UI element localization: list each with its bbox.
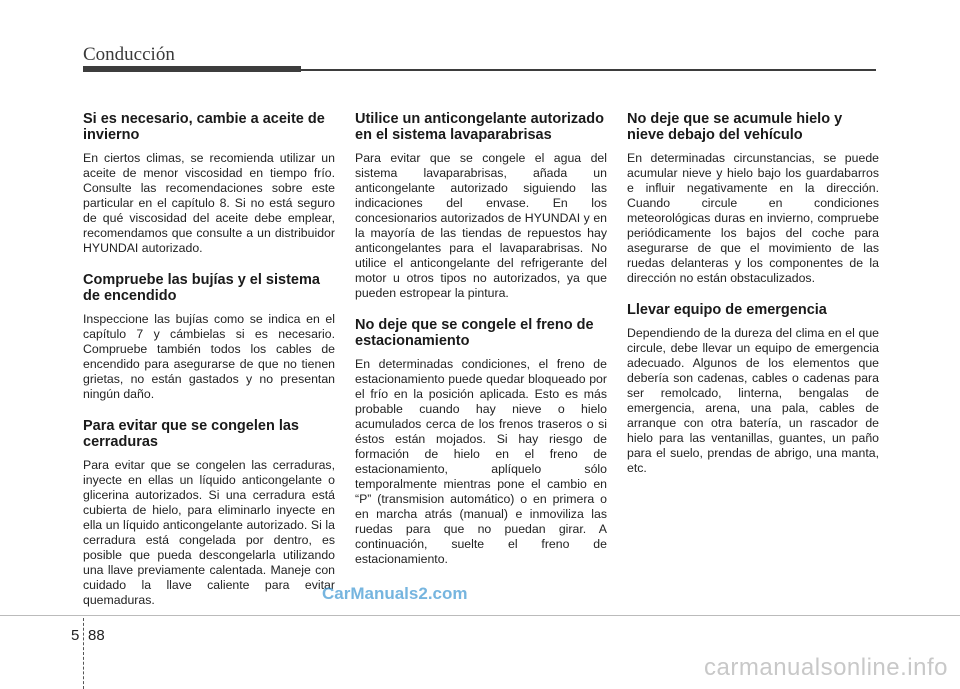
chapter-number: 5 [71, 627, 80, 644]
section-body: En ciertos climas, se recomienda utilizar un aceite de menor viscosidad en tiempo frío. Consulte las recomendaciones sobre este particular en el capítulo 8. Si no está seguro de qué viscosidad del aceite debe emplear, recomendamos que consulte a un distribuidor HYUNDAI autorizado. [83, 151, 335, 255]
section-heading: Utilice un anticongelante autorizado en el sistema lavaparabrisas [355, 111, 604, 143]
watermark-primary: CarManuals2.com [322, 584, 468, 603]
section-body: En determinadas condiciones, el freno de estacionamiento puede quedar bloqueado por el frío en la posición aplicada. Esto es más probable cuando hay nieve o hielo acumulados cerca de los frenos traseros o si éstos están mojados. Si hay riesgo de formación de hielo en el freno de estacionamiento, aplíquelo sólo temporalmente mientras pone el cambio en “P” (transmision automático) o en primera o en marcha atrás (manual) e inmoviliza las ruedas para que no puedan girar. A continuación, suelte el freno de estacionamiento. [355, 357, 607, 566]
section-body: Inspeccione las bujías como se indica en el capítulo 7 y cámbielas si es necesario. Compruebe también todos los cables de encendido para asegurarse de que no tienen grietas, no están gastados y no presentan ningún daño. [83, 312, 335, 401]
section-body: Para evitar que se congele el agua del sistema lavaparabrisas, añada un anticongelante autorizado siguiendo las indicaciones del envase. En los concesionarios autorizados de HYUNDAI y en la mayoría de las tiendas de repuestos hay anticongelantes para el lavaparabrisas. No utilice el anticongelante del refrigerante del motor u otros tipos no autorizados, ya que pueden estropear la pintura. [355, 151, 607, 300]
section-heading: Para evitar que se congelen las cerraduras [83, 418, 299, 450]
section-body: En determinadas circunstancias, se puede acumular nieve y hielo bajo los guardabarros e influir negativamente en la dirección. Cuando circule en condiciones meteorológicas duras en invierno, compruebe periódicamente los bajos del coche para asegurarse de que el movimiento de las ruedas delanteras y los componentes de la dirección no están obstaculizados. [627, 151, 879, 285]
column-middle [355, 111, 607, 583]
column-right [627, 111, 879, 492]
section-heading: Llevar equipo de emergencia [627, 302, 827, 318]
footer-divider [83, 618, 84, 689]
footer-rule [0, 615, 960, 616]
header-rule [301, 69, 876, 71]
section-heading: No deje que se congele el freno de estacionamiento [355, 317, 594, 349]
watermark-secondary: carmanualsonline.info [704, 654, 948, 681]
section-heading: Compruebe las bujías y el sistema de encendido [83, 272, 320, 304]
section-body: Dependiendo de la dureza del clima en el que circule, debe llevar un equipo de emergencia adecuado. Algunos de los elementos que debería son cadenas, cables o cadenas para ser remolcado, linterna, bengalas de emergencia, arena, una pala, cables de arranque con otra batería, un rascador de hielo para las ventanillas, guantes, un paño para el suelo, prendas de abrigo, una manta, etc. [627, 326, 879, 475]
page-title: Conducción [83, 44, 175, 65]
section-heading: Si es necesario, cambie a aceite de invierno [83, 111, 325, 143]
section-heading: No deje que se acumule hielo y nieve debajo del vehículo [627, 111, 843, 143]
section-body: Para evitar que se congelen las cerraduras, inyecte en ellas un líquido anticongelante o glicerina autorizados. Si una cerradura está cubierta de hielo, para eliminarlo inyecte en ella un líquido anticongelante autorizado. Si la cerradura está congelada por dentro, es posible que pueda descongelarla utilizando una llave previamente calentada. Maneje con cuidado la llave caliente para evitar quemaduras. [83, 458, 335, 607]
column-left [83, 111, 335, 624]
page-number: 88 [88, 627, 105, 644]
header-bar [83, 66, 301, 72]
